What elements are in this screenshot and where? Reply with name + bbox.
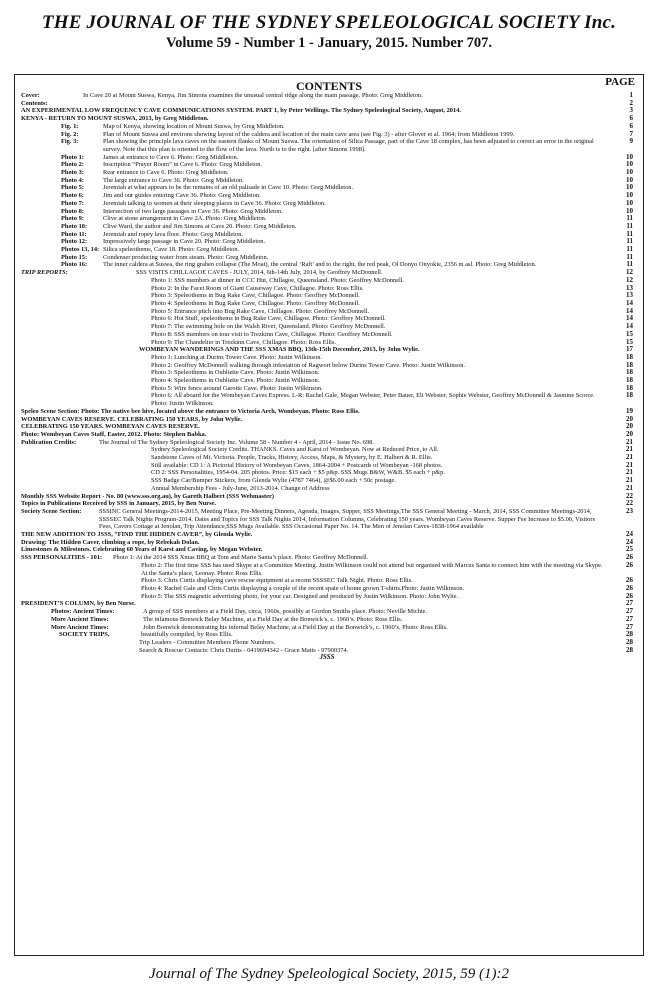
toc-entry-page: 9: [629, 138, 633, 146]
toc-entry-text: WOMBEYAN CAVES RESERVE. CELEBRATING 150 YEARS, by John Wylie.: [21, 415, 243, 423]
toc-entry-page: 26: [626, 577, 633, 585]
toc-entry-label: Photo 9:: [61, 215, 84, 223]
toc-entry-page: 10: [626, 199, 633, 207]
toc-entry: [21, 123, 633, 131]
toc-entry: [21, 107, 633, 115]
toc-entry: [21, 285, 633, 293]
toc-entry-text: A group of SSS members at a Field Day, circa, 1960s, possibly at Gordon Smiths place. Photo: Neville Michie.: [143, 608, 428, 616]
toc-entry-page: 22: [626, 500, 633, 508]
issue-subtitle: Volume 59 - Number 1 - January, 2015. Number 707.: [166, 35, 492, 51]
toc-entry-text: Photo 3: Speleothems in Bug Rake Cave, Chillagoe. Photo: Geoffrey McDonnell.: [151, 292, 360, 300]
toc-entry: [21, 339, 633, 347]
toc-entry-page: 12: [626, 276, 633, 284]
toc-entry: [21, 115, 633, 123]
toc-entry: [21, 431, 633, 439]
toc-entry-label: More Ancient Times:: [51, 615, 109, 623]
toc-entry-page: 18: [626, 353, 633, 361]
toc-entry-text: Photo 3: Speleothems in Oubliette Cave. Photo: Justin Wilkinson.: [151, 369, 320, 377]
toc-entry: [21, 354, 633, 362]
toc-entry-page: 26: [626, 585, 633, 592]
toc-entry: [21, 392, 633, 407]
toc-entry: [21, 323, 633, 331]
toc-entry-page: 10: [626, 176, 633, 184]
toc-entry: [21, 493, 633, 501]
toc-entry-text: Photo 4: Speleothems in Bug Rake Cave, Chillagoe. Photo: Geoffrey McDonnell.: [151, 299, 360, 307]
toc-entry: [21, 562, 633, 577]
toc-entry-page: 18: [626, 369, 633, 377]
toc-entry-label: Photo 16:: [61, 261, 88, 269]
toc-entry-text: KENYA - RETURN TO MOUNT SUSWA, 2013, by Greg Middleton.: [21, 115, 209, 123]
toc-entry-text: WOMBEYAN WANDERINGS AND THE SSS XMAS BBQ, 13th-15th December, 2013, by John Wylie.: [139, 346, 420, 354]
toc-entry-text: Photo 2: Geoffrey McDonnell walking through infestation of Ragwort below Durins Tower Cave. Photo: Justin Wilkinson.: [151, 361, 466, 369]
toc-entry-page: 13: [626, 292, 633, 300]
toc-entry-label: Photo 11:: [61, 230, 87, 238]
toc-entry-page: 10: [626, 169, 633, 177]
toc-entry-page: 27: [626, 600, 633, 608]
toc-entry: [21, 369, 633, 377]
toc-entry-text: CD 2: SSS Personalities, 1954-04. 205 photos. Price: $15 each + $5 p&p. SSS Mugs B&W, W&B. $5 each + p&p.: [151, 469, 445, 477]
toc-entry: [21, 192, 633, 200]
toc-entry-text: Jeremiah and ropey lava floor. Photo: Greg Middleton.: [103, 230, 244, 238]
toc-entry-text: Rear entrance to Cave 6. Photo: Greg Middleton.: [103, 169, 229, 177]
toc-entry-label: Photo 4:: [61, 176, 84, 184]
toc-entry: [21, 315, 633, 323]
toc-entry-text: Photo 5: The SSS magnetic advertising photo, for your car. Designed and produced by Justin Wilkinson. Photo: John Wylie.: [141, 592, 459, 600]
toc-entry: [21, 346, 633, 354]
toc-entry: [21, 131, 633, 139]
toc-entry-page: 11: [626, 222, 633, 230]
toc-entry-page: 6: [629, 122, 633, 130]
toc-entry-page: 24: [626, 538, 633, 546]
toc-entry-page: 21: [626, 438, 633, 446]
toc-entry: [21, 647, 633, 655]
toc-entry-page: 18: [626, 392, 633, 400]
toc-entry-text: THE NEW ADDITION TO JSSS, “FIND THE HIDDEN CAVER”, by Glenda Wylie.: [21, 531, 253, 539]
toc-entry-text: Intersection of two large passages in Cave 36. Photo: Greg Middleton.: [103, 207, 283, 215]
toc-entry-label: Photo 1:: [61, 153, 84, 161]
toc-entry-page: 13: [626, 284, 633, 292]
toc-entry-page: 6: [629, 115, 633, 123]
toc-entry-page: 15: [626, 338, 633, 346]
toc-entry-text: The large entrance to Cave 36. Photo: Greg Middleton.: [103, 176, 244, 184]
toc-entry-page: 27: [626, 623, 633, 631]
toc-entry-label: Photo 12:: [61, 238, 88, 246]
toc-entry-page: 26: [626, 592, 633, 600]
toc-entry: [21, 269, 633, 277]
toc-entry-text: Map of Kenya, showing location of Mount Suswa, by Greg Middleton.: [103, 122, 285, 130]
toc-entry: [21, 508, 633, 531]
toc-entry-page: 14: [626, 307, 633, 315]
toc-entry-label: Photo 8:: [61, 207, 84, 215]
toc-entry: [21, 554, 633, 562]
toc-entry: [21, 331, 633, 339]
toc-entry-text: Speleo Scene Section: Photo: The native bee hive, located above the entrance to Victoria Arch, Wombeyan. Photo: Ross Ellis.: [21, 407, 360, 415]
toc-entry: [21, 200, 633, 208]
toc-entry: [21, 177, 633, 185]
toc-entry-page: 21: [626, 454, 633, 462]
toc-entry: [21, 100, 633, 108]
toc-entry: [21, 308, 633, 316]
journal-title: THE JOURNAL OF THE SYDNEY SPELEOLOGICAL SOCIETY Inc.: [41, 12, 617, 33]
toc-entry-text: Trip Leaders - Committee Members Phone Numbers.: [139, 638, 276, 646]
toc-entry-label: More Ancient Times:: [51, 623, 109, 631]
toc-entry-label: TRIP REPORTS:: [21, 269, 68, 277]
toc-entry-text: Photo 5: Wire fence around Garotte Cave. Photo: Justin Wilkinson.: [151, 384, 323, 392]
toc-entry-page: 21: [626, 477, 633, 485]
toc-entry: [21, 277, 633, 285]
toc-entry-label: Photo 2:: [61, 161, 84, 169]
toc-entry-label: Photo 7:: [61, 199, 84, 207]
toc-entry-page: 10: [626, 161, 633, 169]
toc-entry-text: The infamous Bonwick Belay Machine, at a Field Day at the Bonwick’s, c. 1960’s. Photo: Ross Ellis.: [143, 615, 403, 623]
toc-entry-page: 25: [626, 546, 633, 554]
toc-entry-text: Photo 6: All aboard for the Wombeyan Caves Express. L-R: Rachel Gale, Megan Webster, Peter Bauer, Eli Webster, Sophie Webster, Geoffrey McDonnell & Jasmine Scorce. Photo: Justin Wilkinson.: [151, 392, 595, 408]
toc-entry-page: 21: [626, 469, 633, 477]
toc-entry: [21, 254, 633, 262]
contents-heading: CONTENTS: [295, 79, 363, 93]
toc-entry-page: 11: [626, 261, 633, 269]
toc-entry-label: SSS PERSONALITIES - 101:: [21, 554, 103, 562]
toc-entry-page: 17: [626, 346, 633, 354]
toc-entry-page: 26: [626, 561, 633, 569]
toc-entry-label: Photos 13, 14:: [61, 246, 100, 254]
toc-entry-text: John Bonwick demonstrating his infernal Belay Machine, at a Field Day at the Bonwick’s, c. 1960’s. Photo: Ross Ellis.: [143, 623, 448, 631]
toc-entry: [21, 469, 633, 477]
toc-entry-page: 2: [629, 99, 633, 107]
toc-entry-label: Society Scene Section:: [21, 507, 82, 515]
toc-entry-text: Drawing: The Hidden Caver, climbing a rope, by Rebekah Dolan.: [21, 538, 200, 546]
toc-entry-label: Photo 10:: [61, 222, 88, 230]
toc-entry-text: Monthly SSS Website Report - No. 80 (www.sss.org.au), by Gareth Halbert (SSS Webmaster): [21, 492, 274, 500]
toc-entry-page: 23: [626, 507, 633, 515]
toc-entry-page: 14: [626, 299, 633, 307]
toc-entry-page: 22: [626, 492, 633, 500]
toc-entry: [21, 238, 633, 246]
toc-entry: [21, 231, 633, 239]
toc-entry: [21, 639, 633, 647]
toc-entry-text: Photo 1: SSS members at dinner in CCC Hut, Chillagoe, Queensland. Photo: Geoffrey McDonnell.: [151, 276, 405, 284]
toc-entry-page: 10: [626, 153, 633, 161]
toc-entry-text: Photo 7: The swimming hole on the Walsh River, Queensland. Photo: Geoffrey McDonnell.: [151, 323, 386, 331]
toc-entry-text: Condenser producing water from steam. Photo: Greg Middleton.: [103, 253, 269, 261]
toc-entry-page: 11: [626, 230, 633, 238]
toc-entry: [21, 500, 633, 508]
toc-entry-text: Photo: Wombeyan Caves Staff, Easter, 2012. Photo: Stephen Babka.: [21, 430, 207, 438]
toc-entry: [21, 362, 633, 370]
toc-entry: [21, 600, 633, 608]
toc-entry-page: 10: [626, 184, 633, 192]
toc-entry-label: Fig. 3:: [61, 138, 79, 146]
toc-entry-page: 10: [626, 192, 633, 200]
toc-entry-text: The inner caldera at Suswa, the ring graben collapse (The Moat), the central ‘Raft’ and to the right, the red peak, Ol Donyo Onyokie, 2356 m asl. Photo: Greg Middleton.: [103, 261, 537, 269]
toc-entry: [21, 154, 633, 162]
toc-entry-page: 21: [626, 446, 633, 454]
toc-entry-page: 20: [626, 430, 633, 438]
toc-entry-text: Jeremiah at what appears to be the remains of an old palisade in Cave 10. Photo: Greg Middleton.: [103, 184, 354, 192]
page-column-heading: PAGE: [605, 76, 635, 88]
toc-entry-page: 28: [626, 631, 633, 639]
toc-entry: [21, 300, 633, 308]
toc-entry-text: Search & Rescue Contacts: Chris Durtis - 0419694342 - Grace Matts - 97900374.: [139, 646, 349, 654]
toc-entry-text: Jim and our guides entering Cave 36. Photo: Greg Middleton.: [103, 192, 261, 200]
page-footer: Journal of The Sydney Speleological Society, 2015, 59 (1):2: [149, 966, 509, 982]
toc-entry-page: 20: [626, 423, 633, 431]
toc-entry: [21, 215, 633, 223]
toc-entry-page: 28: [626, 638, 633, 646]
toc-entry-label: Photo 3:: [61, 169, 84, 177]
toc-entry-page: 27: [626, 615, 633, 623]
toc-entry-page: 11: [626, 215, 633, 223]
toc-entry: [21, 261, 633, 269]
toc-entry-text: Annual Membership Fees - July-June, 2013-2014. Change of Address: [151, 484, 330, 492]
toc-entry: [21, 423, 633, 431]
toc-entry-page: 7: [629, 130, 633, 138]
toc-entry-label: Photo 6:: [61, 192, 84, 200]
toc-entry-text: Photo 3: Chris Curtis displaying cave rescue equipment at a recent SSSSEC Talk Night. Photo: Ross Ellis.: [141, 577, 413, 585]
toc-entry: [21, 462, 633, 470]
toc-entry-text: Impressively large passage in Cave 20. Photo: Greg Middleton.: [103, 238, 266, 246]
toc-entry-text: Photo 4: Speleothems in Oubliette Cave. Photo: Justin Wilkinson.: [151, 377, 320, 385]
toc-entry-label: Fig. 2:: [61, 130, 79, 138]
toc-entry-text: Jeremiah talking to women at their sleeping places in Cave 36. Photo: Greg Middleton.: [103, 199, 326, 207]
toc-entry: [21, 169, 633, 177]
toc-entry-page: 27: [626, 608, 633, 616]
toc-entry-text: SSS Badge Car/Bumper Stickers, from Glenda Wylie (4787 7464), @$6.00 each + 50c postage.: [151, 477, 396, 485]
toc-entry-page: 20: [626, 415, 633, 423]
toc-entry: [21, 485, 633, 493]
toc-entry: [21, 631, 633, 639]
toc-entry-page: 21: [626, 461, 633, 469]
toc-entry: [21, 624, 633, 632]
toc-entry-page: 26: [626, 554, 633, 562]
contents-list: [21, 92, 633, 662]
toc-entry-page: 28: [626, 646, 633, 654]
toc-entry: [21, 208, 633, 216]
toc-entry-text: Silica speleothems, Cave 18. Photo: Greg Middleton.: [103, 246, 240, 254]
toc-entry-text: Photo 8: SSS members on tour visit to Trezkinn Cave, Chillagoe. Photo: Geoffrey McDonnell.: [151, 330, 393, 338]
toc-entry-text: James at entrance to Cave 6. Photo: Greg Middleton.: [103, 153, 239, 161]
toc-entry-page: 18: [626, 377, 633, 385]
toc-entry-text: Photo 1: At the 2014 SSS Xmas BBQ at Tom and Marie Santa’s place. Photo: Geoffrey McDonnell.: [113, 554, 369, 562]
toc-entry-label: Cover:: [21, 92, 40, 99]
toc-entry-text: PRESIDENT’S COLUMN, by Ben Nurse.: [21, 600, 136, 608]
toc-entry-text: Topics in Publications Received by SSS in January, 2015, by Ben Nurse.: [21, 500, 217, 508]
toc-entry-page: 18: [626, 384, 633, 392]
toc-entry-page: 18: [626, 361, 633, 369]
toc-entry-text: Photo 9: The Chandelier in Trezkinn Cave, Chillagoe. Photo: Ross Ellis.: [151, 338, 337, 346]
toc-entry-text: AN EXPERIMENTAL LOW FREQUENCY CAVE COMMUNICATIONS SYSTEM. PART 1, by Peter Wellings. The Sydney Speleological Society, August, 2014.: [21, 107, 461, 115]
toc-entry: [21, 585, 633, 593]
toc-entry-text: Photo 6: Hot Stuff, speleothems in Bug Rake Cave, Chillagoe. Photo: Geoffrey McDonnell.: [151, 315, 386, 323]
toc-entry-text: Photo 4: Rachel Gale and Chris Curtis displaying a couple of the recent spate of home grown T-shirts.Photo: Justin Wilkinson.: [141, 585, 465, 592]
toc-entry-text: Sandstone Caves of Mt. Victoria. People, Tracks, History, Access, Maps, & Mystery, by E. Halbert & R. Ellis.: [151, 454, 433, 462]
toc-entry-text: The Journal of The Sydney Speleological Society Inc. Volume 58 - Number 4 - April, 2014 - Issue No. 698.: [99, 438, 374, 446]
toc-entry-text: Sydney Speleological Society Credits. THANKS. Caves and Karst of Wombeyan. Now at Reduced Price, to All.: [151, 446, 439, 454]
toc-entry-text: Still available: CD 1: A Pictorial History of Wombeyan Caves, 1864-2004 + Postcards of Wombeyan -168 photos.: [151, 461, 443, 469]
toc-entry: [21, 377, 633, 385]
toc-entry: [21, 416, 633, 424]
toc-entry: [21, 608, 633, 616]
toc-entry: [21, 616, 633, 624]
toc-entry: [21, 531, 633, 539]
toc-entry: [21, 184, 633, 192]
toc-entry-page: 19: [626, 407, 633, 415]
toc-entry: [21, 454, 633, 462]
toc-entry-text: Clive Ward, the author and Jim Simons at Cave 20. Photo: Greg Middleton.: [103, 222, 297, 230]
toc-entry: [21, 577, 633, 585]
toc-entry-text: Photo 5: Entrance pitch into Bug Rake Cave, Chillagoe. Photo: Geoffrey McDonnell.: [151, 307, 370, 315]
toc-entry-text: Plan of Mount Suswa and environs showing layout of the caldera and location of the main cave area (see Fig. 3) - after Glover et al. 1964; from Middleton 1999.: [103, 130, 515, 138]
toc-entry-text: Photo 1: Lunching at Durins Tower Cave. Photo: Justin Wilkinson.: [151, 353, 323, 361]
toc-entry: [21, 92, 633, 100]
toc-entry: [21, 292, 633, 300]
toc-entry-text: SSS VISITS CHILLAGOE CAVES - JULY, 2014, 6th-14th July, 2014, by Geoffrey McDonnell.: [136, 269, 383, 277]
toc-entry: [21, 161, 633, 169]
toc-entry-text: In Cave 20 at Mount Suswa, Kenya, Jim Simons examines the unusual central ridge along the main passage. Photo: Greg Middleton.: [83, 92, 423, 99]
toc-entry: [21, 408, 633, 416]
toc-entry-text: Plan showing the principle lava caves on the eastern flanks of Mount Suswa. The orientation of Silica Passage, part of the Cave 18 complex, has been adjusted to correct an error in the original survey. Note that this plan is oriented to the flow of the lava. North is to the right. [after Simons 1998].: [103, 138, 594, 153]
toc-entry-label: Publication Credits:: [21, 438, 77, 446]
toc-entry: [21, 539, 633, 547]
toc-entry-label: SOCIETY TRIPS,: [59, 631, 110, 639]
toc-entry-text: Clive at stone arrangement in Cave 2A. Photo: Greg Middleton.: [103, 215, 267, 223]
toc-entry-label: Contents:: [21, 99, 48, 107]
toc-entry-page: 12: [626, 269, 633, 277]
toc-entry-text: CELEBRATING 150 YEARS. WOMBEYAN CAVES RESERVE.: [21, 423, 200, 431]
toc-entry-page: 10: [626, 207, 633, 215]
toc-entry: [21, 246, 633, 254]
toc-entry-page: 11: [626, 253, 633, 261]
toc-entry-text: Limestones & Milestones. Celebrating 60 Years of Karst and Caving, by Megan Webster.: [21, 546, 263, 554]
toc-entry-text: Photo 2: In the Facet Room of Giant Causeway Cave, Chillagoe. Photo: Ross Ellis.: [151, 284, 364, 292]
toc-entry-page: 21: [626, 484, 633, 492]
toc-entry-text: SSSINC General Meetings-2014-2015, Meeting Place, Pre-Meeting Dinners, Agenda, Images, Supper, SSS Meetings,The SSS General Meeting - March, 2014, SSS Committee Meetings-2014, SSSSEC Talk Nights Program-2014. Dates and Topics for SSS Talk Nights 2014, Information Columns, Celebrating 150 years. Wombeyan Caves Reserve. Supper Fee Increase to $5.00, Visitors Fees, Cavers Cottage at Jenolan, Trip Attendance,SSS Mugs Available. SSS Occasional Paper No. 14. The Men of Jenolan Caves-1838-1964 available: [99, 507, 595, 531]
toc-entry: [21, 439, 633, 447]
toc-entry-page: 11: [626, 238, 633, 246]
toc-entry-page: 3: [629, 107, 633, 115]
toc-entry-page: 14: [626, 315, 633, 323]
toc-entry: [21, 138, 633, 153]
toc-entry-page: 15: [626, 330, 633, 338]
toc-entry-page: 24: [626, 531, 633, 539]
toc-entry-page: 11: [626, 246, 633, 254]
contents-end-mark: JSSS: [319, 654, 335, 662]
toc-entry-text: Inscription “Prayer Room” in Cave 6. Photo: Greg Middleton.: [103, 161, 263, 169]
toc-entry: [21, 223, 633, 231]
toc-entry: [21, 593, 633, 601]
toc-entry: [21, 446, 633, 454]
toc-entry: [21, 385, 633, 393]
journal-header: [0, 0, 658, 52]
toc-entry-page: 1: [629, 92, 633, 99]
toc-entry-label: Fig. 1:: [61, 122, 79, 130]
contents-frame: [14, 74, 644, 956]
toc-entry-text: Photo 2: The first time SSS has used Skype at a Committee Meeting. Justin Wilkinson could not attend but organised with Marcus Santa to connect him with the meeting via Skype. At the Santa’s place, Leonay. Photo: Ross Ellis.: [141, 561, 603, 577]
toc-entry-page: 14: [626, 323, 633, 331]
toc-entry-text: beautifully compiled, by Ross Ellis.: [141, 631, 233, 639]
toc-entry: [21, 477, 633, 485]
toc-entry-label: Photo 15:: [61, 253, 88, 261]
toc-entry-label: Photo 5:: [61, 184, 84, 192]
toc-entry-label: Photos: Ancient Times:: [51, 608, 115, 616]
toc-entry: [21, 546, 633, 554]
